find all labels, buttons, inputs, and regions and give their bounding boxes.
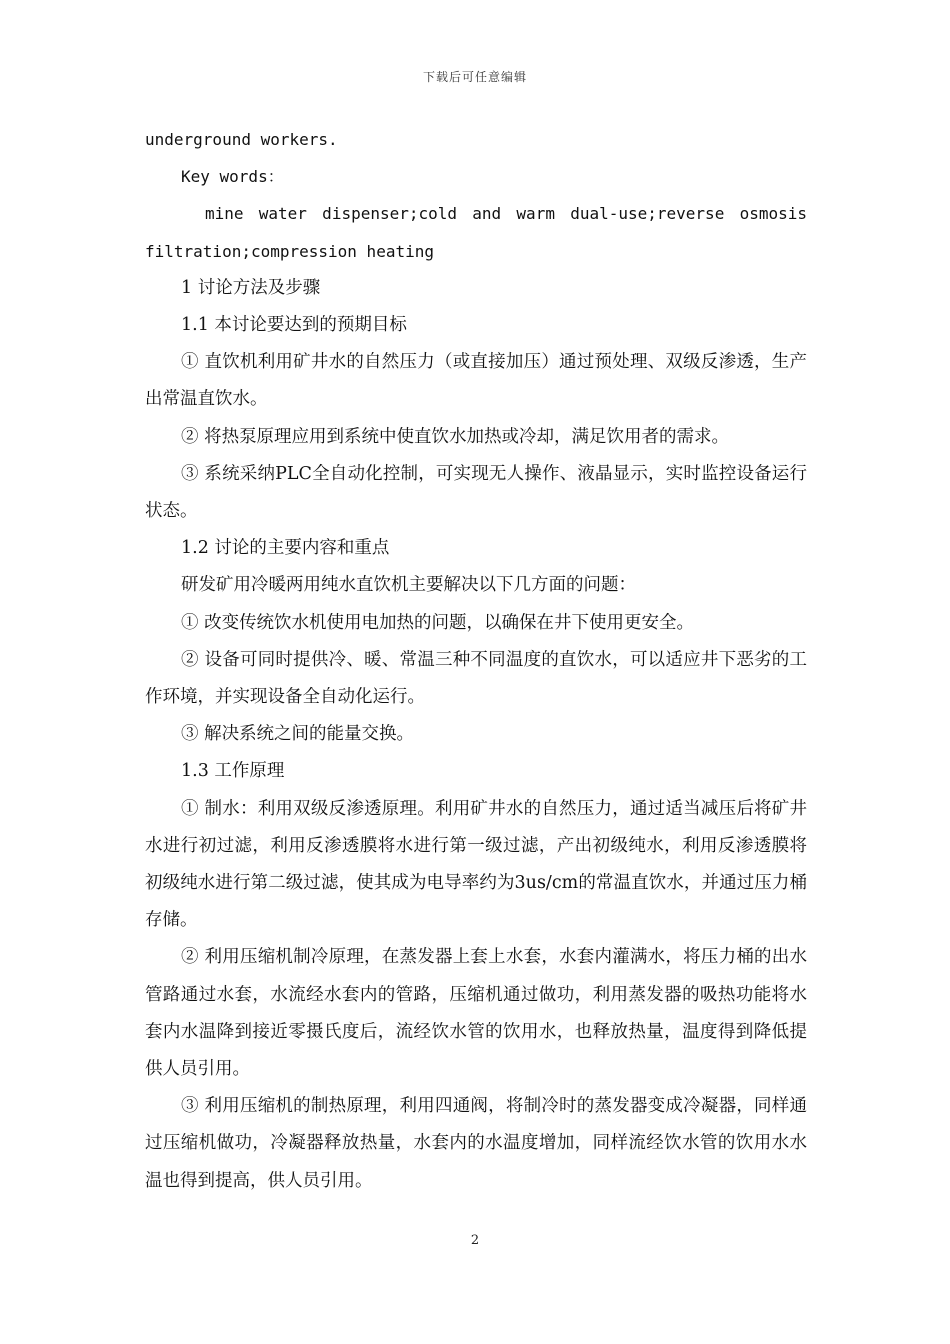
content-intro: 研发矿用冷暖两用纯水直饮机主要解决以下几方面的问题： [181, 575, 636, 596]
keywords-list [145, 195, 807, 269]
document-body [145, 121, 807, 1200]
abstract-tail: underground workers. [145, 130, 338, 149]
content-item-1: ① 改变传统饮水机使用电加热的问题，以确保在井下使用更安全。 [181, 612, 695, 633]
keywords-line-1: mine water dispenser;cold and warm dual-use;reverse osmosis [205, 204, 807, 224]
section-1-3-heading: 1.3 工作原理 [181, 761, 285, 782]
keywords-label: Key words： [181, 167, 284, 187]
page-header: 下载后可任意编辑 [422, 70, 527, 84]
goal-item-2: ② 将热泵原理应用到系统中使直饮水加热或冷却，满足饮用者的需求。 [181, 426, 730, 447]
section-1-1-heading: 1.1 本讨论要达到的预期目标 [181, 315, 407, 336]
section-1-heading: 1 讨论方法及步骤 [181, 277, 321, 298]
goal-item-3: ③ 系统采纳PLC全自动化控制，可实现无人操作、液晶显示，实时监控设备运行状态。 [145, 463, 807, 522]
principle-item-3: ③ 利用压缩机的制热原理，利用四通阀，将制冷时的蒸发器变成冷凝器，同样通过压缩机做功，冷凝器释放热量，水套内的水温度增加，同样流经饮水管的饮用水水温也得到提高，供人员引用。 [145, 1096, 807, 1191]
content-item-3: ③ 解决系统之间的能量交换。 [181, 724, 415, 745]
page-number: 2 [470, 1233, 480, 1248]
keywords-line-2: filtration;compression heating [145, 241, 434, 261]
content-item-2: ② 设备可同时提供冷、暖、常温三种不同温度的直饮水，可以适应井下恶劣的工作环境，并实现设备全自动化运行。 [145, 649, 807, 708]
principle-item-1: ① 制水：利用双级反渗透原理。利用矿井水的自然压力，通过适当减压后将矿井水进行初过滤，利用反渗透膜将水进行第一级过滤，产出初级纯水，利用反渗透膜将初级纯水进行第二级过滤，使其成为电导率约为3us/cm的常温直饮水，并通过压力桶存储。 [145, 798, 807, 931]
goal-item-1: ① 直饮机利用矿井水的自然压力（或直接加压）通过预处理、双级反渗透，生产出常温直饮水。 [145, 352, 807, 410]
principle-item-2: ② 利用压缩机制冷原理，在蒸发器上套上水套，水套内灌满水，将压力桶的出水管路通过水套，水流经水套内的管路，压缩机通过做功，利用蒸发器的吸热功能将水套内水温降到接近零摄氏度后，流经饮水管的饮用水，也释放热量，温度得到降低提供人员引用。 [145, 947, 807, 1080]
section-1-2-heading: 1.2 讨论的主要内容和重点 [181, 538, 390, 559]
